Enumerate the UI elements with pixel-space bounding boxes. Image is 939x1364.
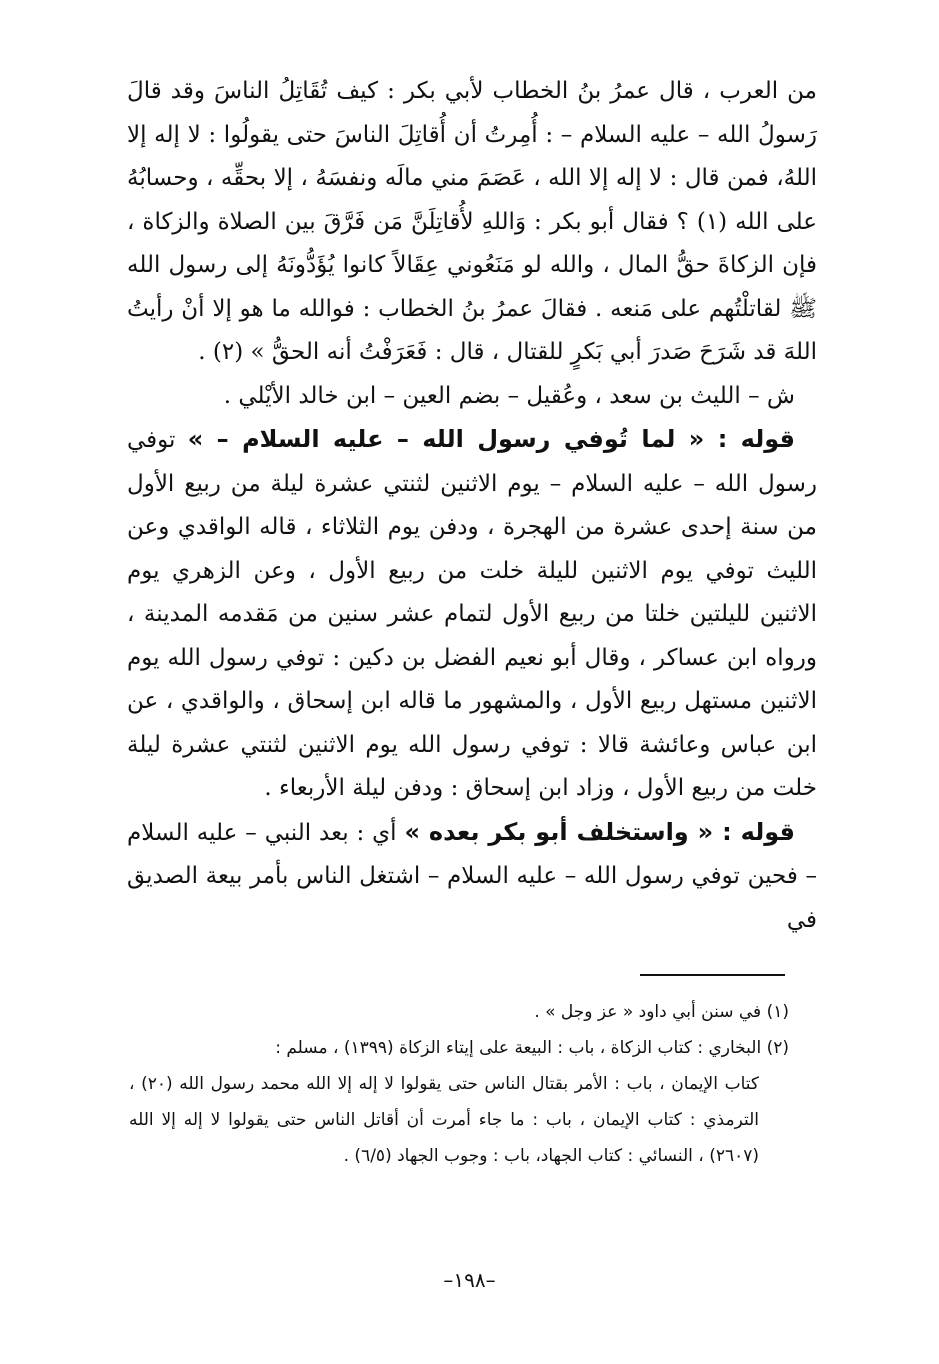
footnote-2: (٢) البخاري : كتاب الزكاة ، باب : البيعة على إيتاء الزكاة (١٣٩٩) ، مسلم : [275,1038,789,1058]
page-number: –١٩٨– [443,1268,496,1292]
paragraph-succession [127,811,817,943]
main-text [127,70,817,942]
commentary-text: توفي رسول الله – عليه السلام – يوم الاثنين لثنتي عشرة ليلة من ربيع الأول من سنة إحدى عشرة من الهجرة ، ودفن يوم الثلاثاء ، قاله الواقدي وعن الليث توفي يوم الاثنين لليلة خلت من ربيع الأول ، وعن الزهري يوم الاثنين لليلتين خلتا من ربيع الأول لتمام عشر سنين من مَقدمه المدينة ، ورواه ابن عساكر ، وقال أبو نعيم الفضل بن دكين : توفي رسول الله يوم الاثنين مستهل ربيع الأول ، والمشهور ما قاله ابن إسحاق ، والواقدي ، عن ابن عباس وعائشة قالا : توفي رسول الله يوم الاثنين لثنتي عشرة ليلة خلت من ربيع الأول ، وزاد ابن إسحاق : ودفن ليلة الأربعاء . [127,427,817,801]
footnote-divider [640,974,785,976]
paragraph-hadith: من العرب ، قال عمرُ بنُ الخطاب لأبي بكر : كيف تُقَاتِلُ الناسَ وقد قالَ رَسولُ الله – عليه السلام – : أُمِرتُ أن أُقاتِلَ الناسَ حتى يقولُوا : لا إله إلا اللهُ، فمن قال : لا إله إلا الله ، عَصَمَ مني مالَه ونفسَهُ ، إلا بحقِّه ، وحسابُهُ على الله (١) ؟ فقال أبو بكر : وَاللهِ لأُقاتِلَنَّ مَن فَرَّقَ بين الصلاة والزكاة ، فإن الزكاةَ حقُّ المال ، والله لو مَنَعُوني عِقَالاً كانوا يُؤَدُّونَهُ إلى رسول الله ﷺ لقاتلْتُهم على مَنعه . فقالَ عمرُ بنُ الخطاب : فوالله ما هو إلا أنْ رأيتُ اللهَ قد شَرَحَ صَدرَ أبي بَكرٍ للقتال ، قال : فَعَرَفْتُ أنه الحقُّ » (٢) . [127,78,817,365]
footnote-2-continued: كتاب الإيمان ، باب : الأمر بقتال الناس حتى يقولوا لا إله إلا الله محمد رسول الله (٢٠) ، الترمذي : كتاب الإيمان ، باب : ما جاء أمرت أن أقاتل الناس حتى يقولوا لا إله إلا الله (٢٦٠٧) ، النسائي : كتاب الجهاد، باب : وجوب الجهاد (٦/٥) . [129,1074,759,1166]
paragraph-death-of-prophet [127,418,817,811]
footnotes [129,994,789,1174]
footnote-1: (١) في سنن أبي داود « عز وجل » . [534,1002,789,1022]
quoted-phrase: قوله : « لما تُوفي رسول الله – عليه السلام – » [187,425,796,453]
paragraph-narrators: ش – الليث بن سعد ، وعُقيل – بضم العين – ابن خالد الأيْلي . [223,382,795,409]
quoted-phrase: قوله : « واستخلف أبو بكر بعده » [404,817,795,846]
commentary-text: أي : بعد النبي – عليه السلام – فحين توفي رسول الله – عليه السلام – اشتغل الناس بأمر بيعة الصديق في [127,819,817,933]
